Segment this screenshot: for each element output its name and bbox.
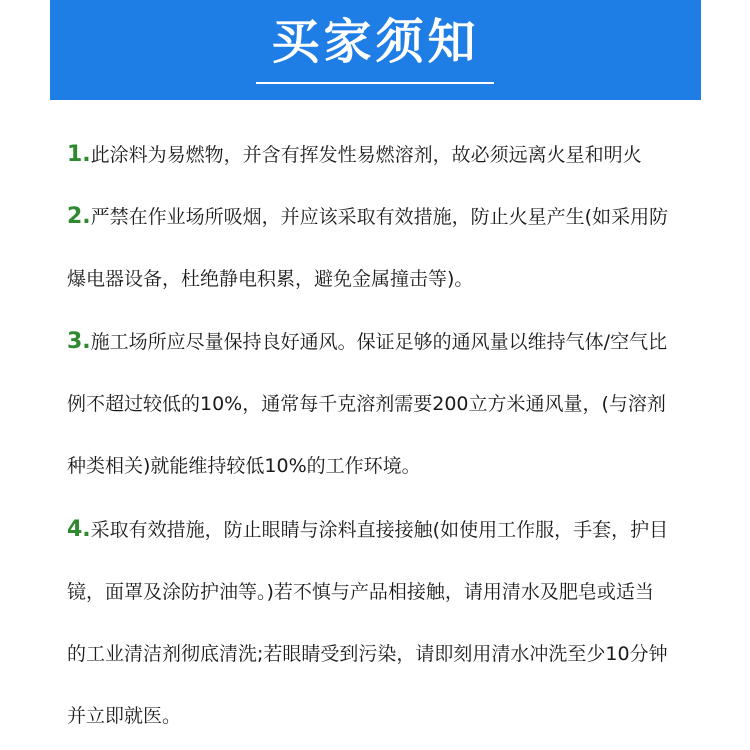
title-underline: [256, 82, 494, 84]
notice-item-1: [67, 124, 707, 186]
notice-item-4: [67, 499, 707, 747]
notice-number: 4.: [67, 517, 91, 542]
notice-item-2: [67, 186, 707, 310]
notice-text: 此涂料为易燃物，并含有挥发性易燃溶剂，故必须远离火星和明火: [90, 144, 642, 166]
notice-line: 的工业清洁剂彻底清洗;若眼睛受到污染，请即刻用清水冲洗至少10分钟: [67, 643, 668, 665]
notice-item-3: [67, 311, 707, 497]
header-banner: [50, 0, 701, 100]
notice-text: 采取有效措施，防止眼睛与涂料直接接触(如使用工作服，手套，护目: [90, 519, 669, 541]
notice-line: 例不超过较低的10%，通常每千克溶剂需要200立方米通风量，(与溶剂: [67, 393, 666, 415]
notice-line: [67, 124, 707, 186]
notice-number: 3.: [67, 329, 91, 354]
notice-line: [67, 311, 707, 373]
notice-line: 镜，面罩及涂防护油等。)若不慎与产品相接触，请用清水及肥皂或适当: [67, 581, 654, 603]
notice-number: 2.: [67, 204, 91, 229]
notice-line: 爆电器设备，杜绝静电积累，避免金属撞击等)。: [67, 268, 474, 290]
notice-line: 种类相关)就能维持较低10%的工作环境。: [67, 455, 421, 477]
notice-number: 1.: [67, 142, 91, 167]
notice-text: 施工场所应尽量保持良好通风。保证足够的通风量以维持气体/空气比: [90, 331, 668, 353]
notice-line: [67, 499, 707, 561]
page-title: 买家须知: [271, 14, 480, 70]
notice-text: 严禁在作业场所吸烟，并应该采取有效措施，防止火星产生(如采用防: [90, 206, 669, 228]
notice-line: 并立即就医。: [67, 705, 182, 727]
notice-line: [67, 186, 707, 248]
